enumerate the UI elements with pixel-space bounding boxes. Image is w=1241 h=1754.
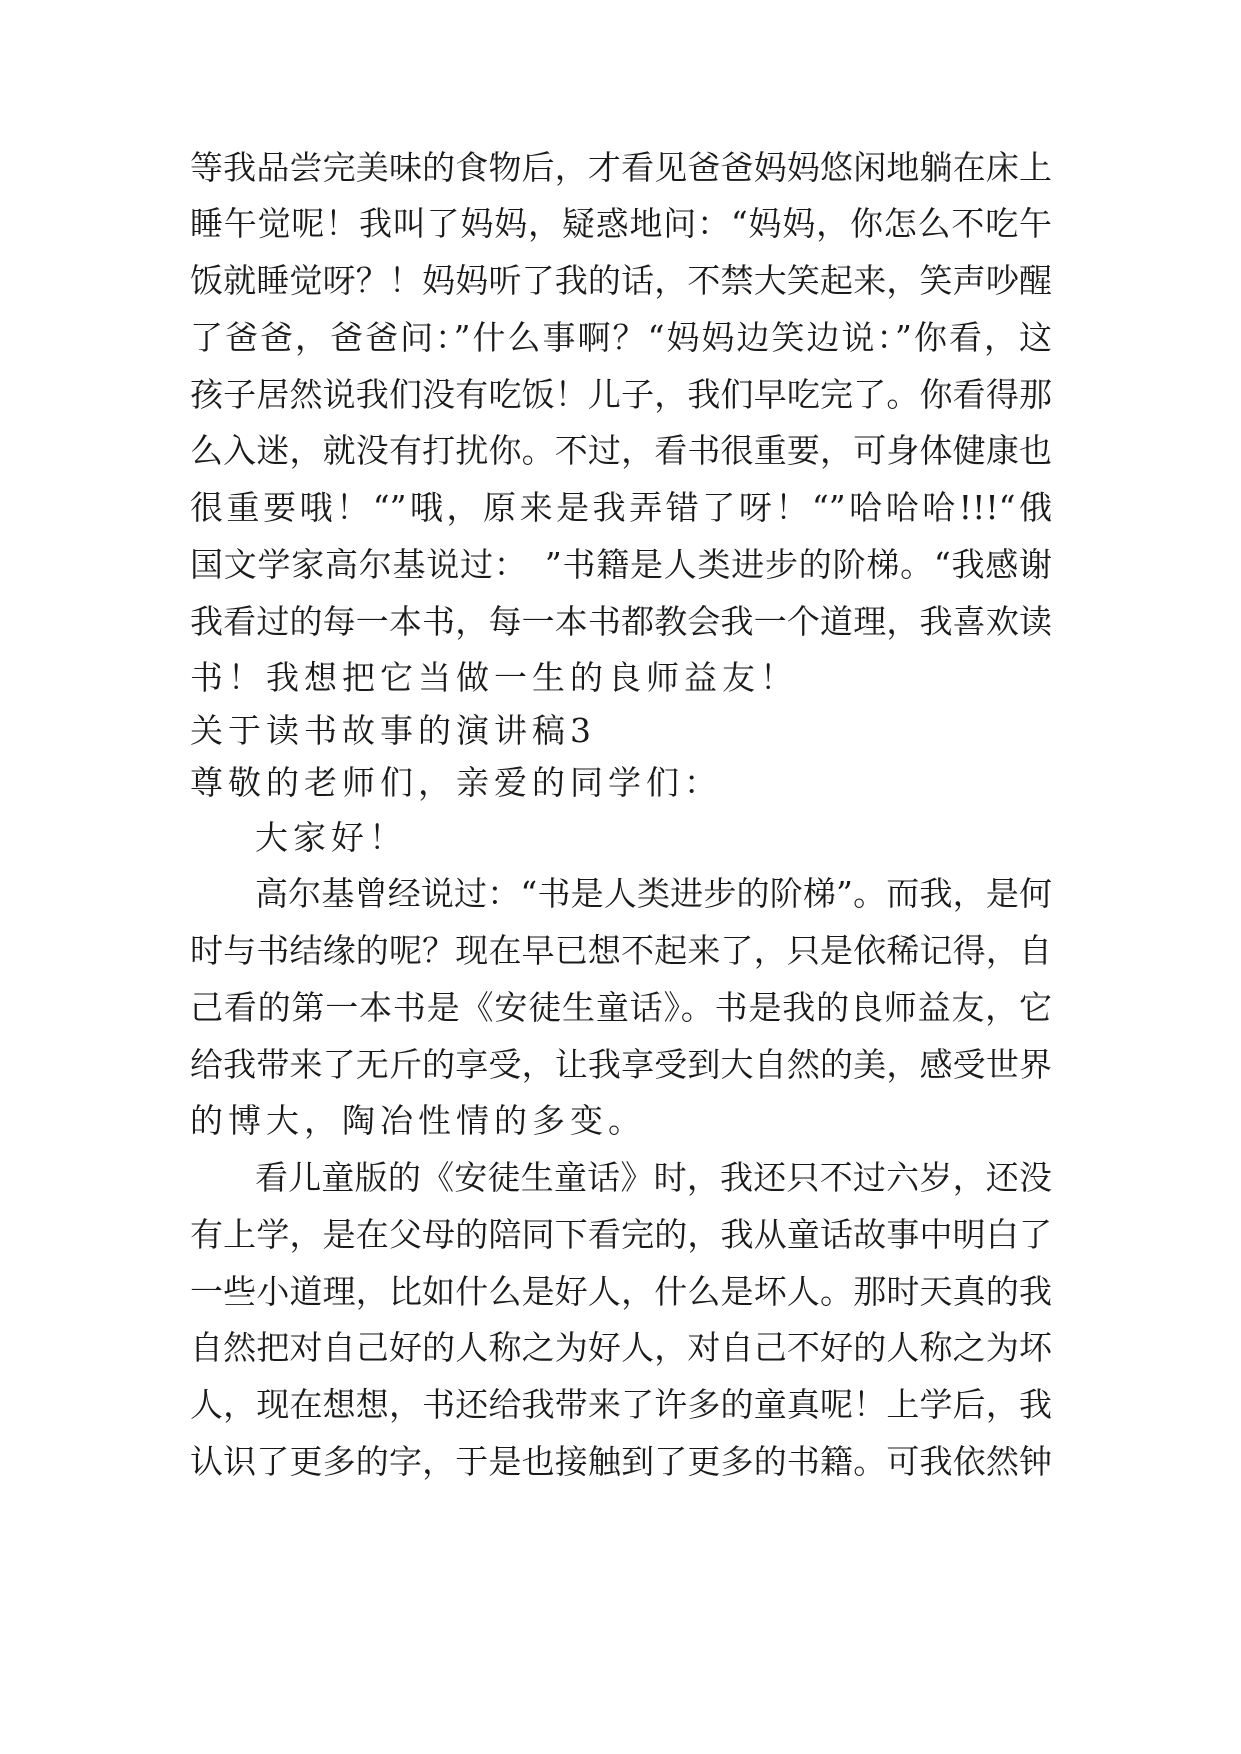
greeting: 大家好！ (255, 818, 407, 857)
text-line: 看儿童版的《安徒生童话》时，我还只不过六岁，还没 (255, 1158, 1052, 1197)
text-line: 国文学家高尔基说过： ”书籍是人类进步的阶梯。“我感谢 (190, 545, 1052, 584)
text-line: 书！我想把它当做一生的良师益友！ (190, 658, 798, 697)
text-line: 饭就睡觉呀？！妈妈听了我的话，不禁大笑起来，笑声吵醒 (190, 261, 1052, 300)
text-line: 么入迷，就没有打扰你。不过，看书很重要，可身体健康也 (190, 431, 1052, 470)
text-line: 等我品尝完美味的食物后，才看见爸爸妈妈悠闲地躺在床上 (190, 148, 1052, 187)
text-line: 很重要哦！“”哦，原来是我弄错了呀！“”哈哈哈!!!“俄 (190, 488, 1052, 527)
text-line: 自然把对自己好的人称之为好人，对自己不好的人称之为坏 (190, 1328, 1052, 1367)
text-line: 了爸爸，爸爸问：”什么事啊？“妈妈边笑边说：”你看，这 (190, 318, 1052, 357)
text-line: 己看的第一本书是《安徒生童话》。书是我的良师益友，它 (190, 988, 1052, 1027)
text-line: 的博大，陶冶性情的多变。 (190, 1101, 646, 1140)
text-line: 一些小道理，比如什么是好人，什么是坏人。那时天真的我 (190, 1272, 1052, 1311)
text-line: 给我带来了无斤的享受，让我享受到大自然的美，感受世界 (190, 1045, 1052, 1084)
text-line: 认识了更多的字，于是也接触到了更多的书籍。可我依然钟 (190, 1442, 1052, 1481)
salutation: 尊敬的老师们，亲爱的同学们： (190, 763, 722, 802)
text-line: 有上学，是在父母的陪同下看完的，我从童话故事中明白了 (190, 1215, 1052, 1254)
text-line: 睡午觉呢！我叫了妈妈，疑惑地问：“妈妈，你怎么不吃午 (190, 204, 1052, 243)
text-line: 我看过的每一本书，每一本书都教会我一个道理，我喜欢读 (190, 602, 1052, 641)
text-line: 时与书结缘的呢？现在早已想不起来了，只是依稀记得，自 (190, 931, 1052, 970)
section-title: 关于读书故事的演讲稿3 (190, 711, 596, 750)
text-line: 高尔基曾经说过：“书是人类进步的阶梯”。而我，是何 (255, 874, 1052, 913)
text-line: 孩子居然说我们没有吃饭！儿子，我们早吃完了。你看得那 (190, 375, 1052, 414)
text-line: 人，现在想想，书还给我带来了许多的童真呢！上学后，我 (190, 1385, 1052, 1424)
